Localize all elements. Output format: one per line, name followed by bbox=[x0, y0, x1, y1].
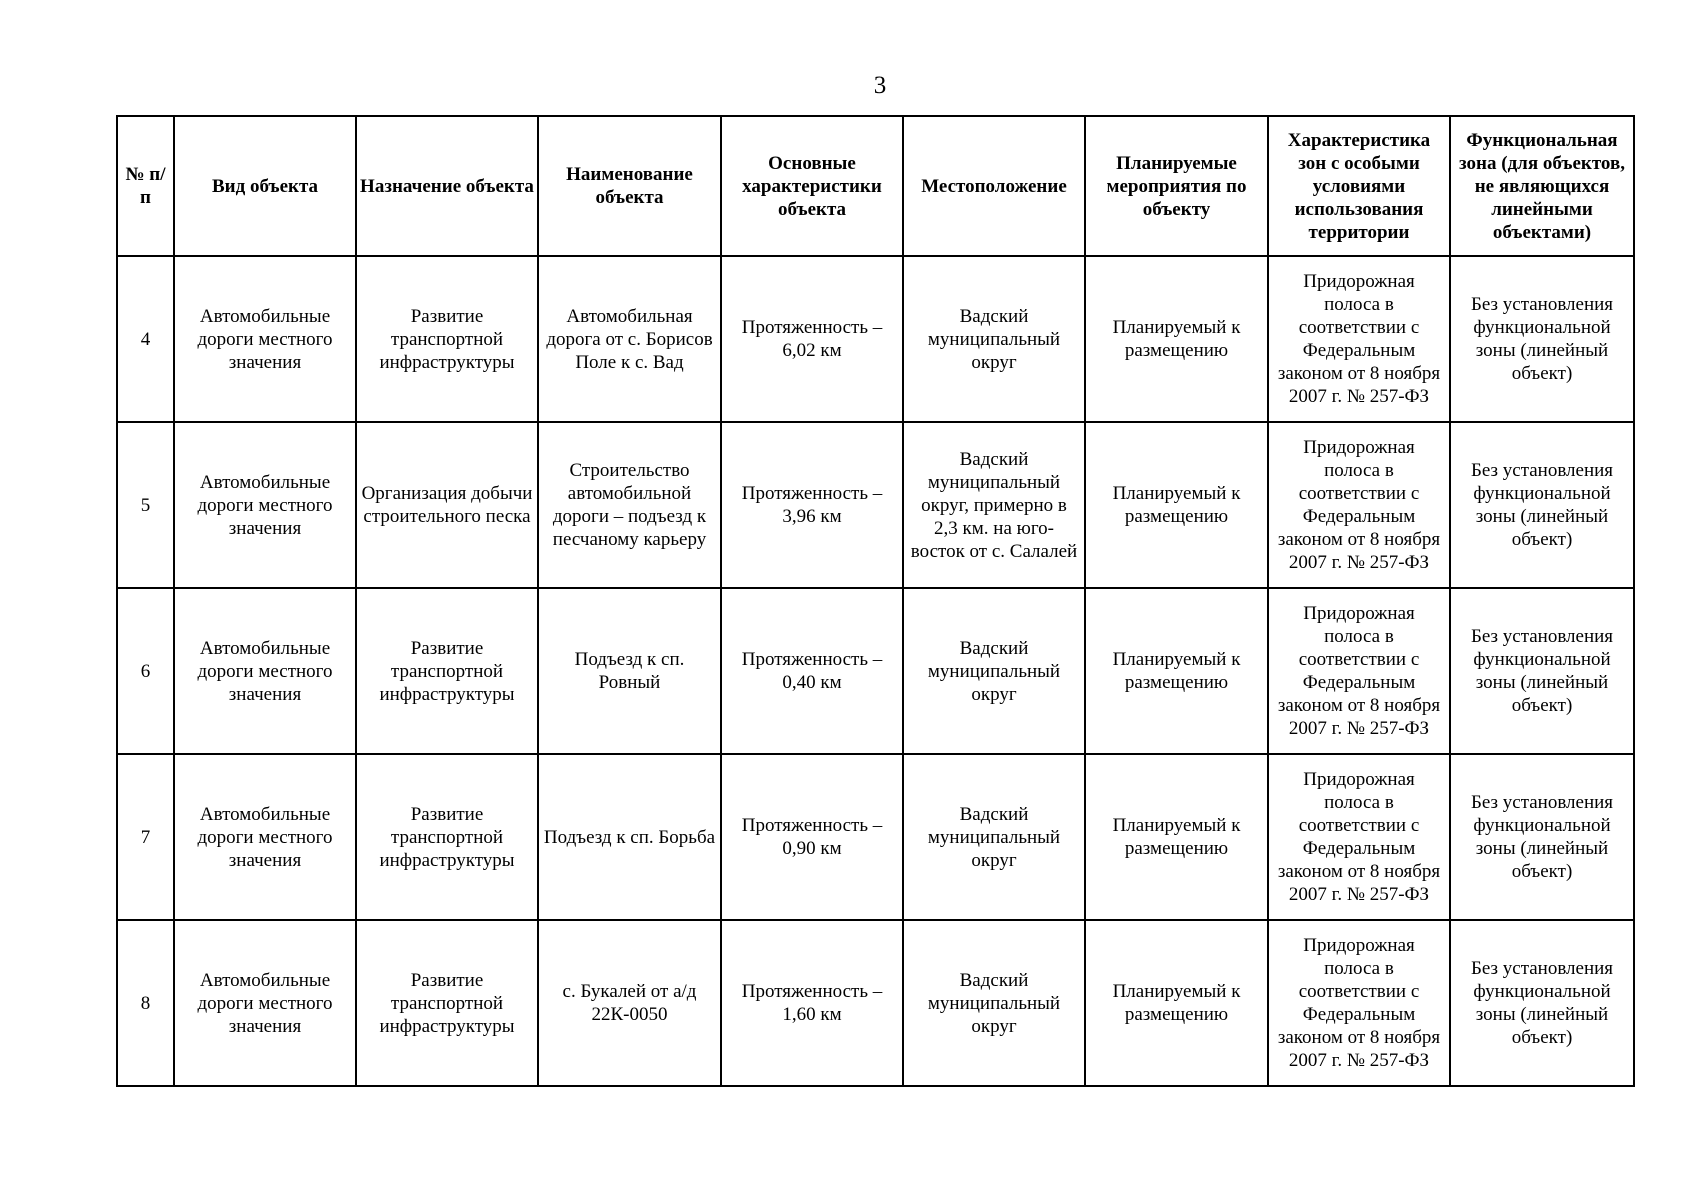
cell-characteristics: Протяженность – 3,96 км bbox=[721, 422, 903, 588]
header-purpose: Назначение объекта bbox=[356, 116, 538, 256]
cell-purpose: Развитие транспортной инфраструктуры bbox=[356, 920, 538, 1086]
cell-characteristics: Протяженность – 0,40 км bbox=[721, 588, 903, 754]
cell-name: Подъезд к сп. Ровный bbox=[538, 588, 721, 754]
table-row bbox=[117, 588, 1634, 754]
cell-functional-zone: Без установления функциональной зоны (линейный объект) bbox=[1450, 422, 1634, 588]
cell-zones: Придорожная полоса в соответствии с Федеральным законом от 8 ноября 2007 г. № 257-ФЗ bbox=[1268, 588, 1450, 754]
table-row bbox=[117, 920, 1634, 1086]
header-zones: Характеристика зон с особыми условиями использования территории bbox=[1268, 116, 1450, 256]
cell-type: Автомобильные дороги местного значения bbox=[174, 588, 356, 754]
cell-purpose: Развитие транспортной инфраструктуры bbox=[356, 588, 538, 754]
cell-num: 8 bbox=[117, 920, 174, 1086]
header-functional-zone: Функциональная зона (для объектов, не являющихся линейными объектами) bbox=[1450, 116, 1634, 256]
cell-location: Вадский муниципальный округ, примерно в 2,3 км. на юго-восток от с. Салалей bbox=[903, 422, 1085, 588]
cell-zones: Придорожная полоса в соответствии с Федеральным законом от 8 ноября 2007 г. № 257-ФЗ bbox=[1268, 920, 1450, 1086]
header-name: Наименование объекта bbox=[538, 116, 721, 256]
cell-functional-zone: Без установления функциональной зоны (линейный объект) bbox=[1450, 588, 1634, 754]
cell-zones: Придорожная полоса в соответствии с Федеральным законом от 8 ноября 2007 г. № 257-ФЗ bbox=[1268, 754, 1450, 920]
cell-measures: Планируемый к размещению bbox=[1085, 754, 1268, 920]
cell-name: с. Букалей от а/д 22К-0050 bbox=[538, 920, 721, 1086]
cell-purpose: Развитие транспортной инфраструктуры bbox=[356, 256, 538, 422]
cell-location: Вадский муниципальный округ bbox=[903, 754, 1085, 920]
header-measures: Планируемые мероприятия по объекту bbox=[1085, 116, 1268, 256]
objects-table bbox=[116, 115, 1635, 1087]
cell-type: Автомобильные дороги местного значения bbox=[174, 920, 356, 1086]
cell-location: Вадский муниципальный округ bbox=[903, 920, 1085, 1086]
cell-name: Автомобильная дорога от с. Борисов Поле к с. Вад bbox=[538, 256, 721, 422]
cell-type: Автомобильные дороги местного значения bbox=[174, 754, 356, 920]
cell-purpose: Развитие транспортной инфраструктуры bbox=[356, 754, 538, 920]
header-num: № п/п bbox=[117, 116, 174, 256]
cell-characteristics: Протяженность – 0,90 км bbox=[721, 754, 903, 920]
cell-type: Автомобильные дороги местного значения bbox=[174, 422, 356, 588]
page-number: 3 bbox=[873, 72, 887, 99]
cell-functional-zone: Без установления функциональной зоны (линейный объект) bbox=[1450, 754, 1634, 920]
cell-functional-zone: Без установления функциональной зоны (линейный объект) bbox=[1450, 920, 1634, 1086]
cell-type: Автомобильные дороги местного значения bbox=[174, 256, 356, 422]
cell-measures: Планируемый к размещению bbox=[1085, 422, 1268, 588]
table-row bbox=[117, 422, 1634, 588]
header-location: Местоположение bbox=[903, 116, 1085, 256]
cell-num: 5 bbox=[117, 422, 174, 588]
cell-num: 7 bbox=[117, 754, 174, 920]
cell-num: 4 bbox=[117, 256, 174, 422]
header-characteristics: Основные характеристики объекта bbox=[721, 116, 903, 256]
cell-measures: Планируемый к размещению bbox=[1085, 920, 1268, 1086]
cell-location: Вадский муниципальный округ bbox=[903, 256, 1085, 422]
header-type: Вид объекта bbox=[174, 116, 356, 256]
cell-num: 6 bbox=[117, 588, 174, 754]
table-header-row bbox=[117, 116, 1634, 256]
cell-zones: Придорожная полоса в соответствии с Федеральным законом от 8 ноября 2007 г. № 257-ФЗ bbox=[1268, 256, 1450, 422]
cell-name: Подъезд к сп. Борьба bbox=[538, 754, 721, 920]
cell-functional-zone: Без установления функциональной зоны (линейный объект) bbox=[1450, 256, 1634, 422]
cell-measures: Планируемый к размещению bbox=[1085, 256, 1268, 422]
cell-measures: Планируемый к размещению bbox=[1085, 588, 1268, 754]
cell-characteristics: Протяженность – 6,02 км bbox=[721, 256, 903, 422]
table-row bbox=[117, 256, 1634, 422]
cell-zones: Придорожная полоса в соответствии с Федеральным законом от 8 ноября 2007 г. № 257-ФЗ bbox=[1268, 422, 1450, 588]
cell-location: Вадский муниципальный округ bbox=[903, 588, 1085, 754]
cell-characteristics: Протяженность – 1,60 км bbox=[721, 920, 903, 1086]
cell-purpose: Организация добычи строительного песка bbox=[356, 422, 538, 588]
table-row bbox=[117, 754, 1634, 920]
cell-name: Строительство автомобильной дороги – подъезд к песчаному карьеру bbox=[538, 422, 721, 588]
